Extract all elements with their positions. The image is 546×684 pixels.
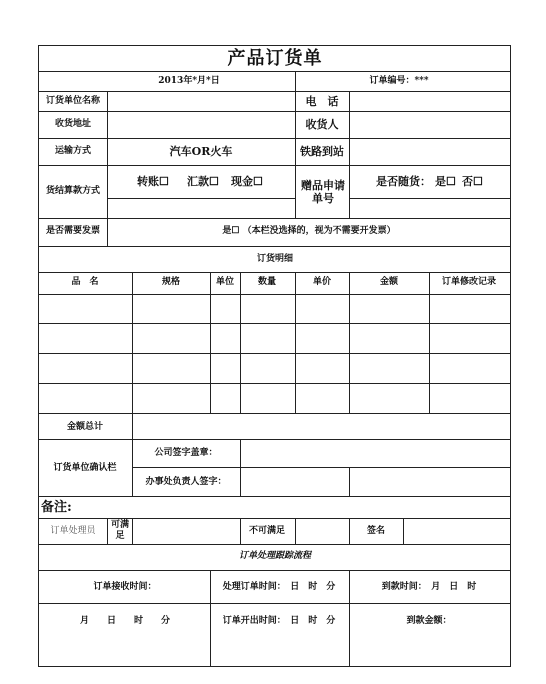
rail-station-label: 铁路到站 [300,145,344,158]
column-unit-price: 单价 [312,277,332,287]
payment-transfer-checkbox[interactable]: 转账☐ [137,175,169,188]
company-seal-label: 公司签字盖章： [154,448,218,458]
order-handler-label: 订单处理员 [50,526,96,536]
col-divider [210,570,211,667]
column-revision-log: 订单修改记录 [441,277,497,287]
payment-method-label: 货结算款方式 [45,186,101,196]
gift-application-label: 赠品申请单号 [301,179,345,205]
customer-name-label: 订货单位名称 [45,96,101,106]
col-divider [295,91,296,218]
row-divider [39,91,510,92]
payment-remit-checkbox[interactable]: 汇款☐ [187,175,219,188]
payment-cash-checkbox[interactable]: 现金☐ [231,175,263,188]
invoice-label: 是否需要发票 [45,226,101,236]
column-amount: 金额 [379,277,399,287]
row-divider [39,518,510,519]
row-divider [39,138,510,139]
col-divider [210,272,211,413]
transport-label: 运输方式 [54,146,92,156]
row-divider [39,71,510,72]
remarks-label: 备注: [41,500,72,515]
col-divider [107,518,108,544]
col-divider [349,272,350,413]
row-divider [39,383,510,384]
phone-label: 电 话 [305,95,339,108]
row-divider [39,496,510,497]
tracking-flow-heading: 订单处理跟踪流程 [238,551,312,561]
total-amount-label: 金额总计 [66,422,104,432]
col-divider [429,272,430,413]
row-divider [349,198,510,199]
row-divider [39,218,510,219]
col-divider [240,518,241,544]
order-received-time: 订单接收时间： [93,582,157,592]
column-product-name: 品 名 [71,277,99,287]
details-heading: 订货明细 [256,254,294,264]
cannot-meet-label: 不可满足 [248,526,286,536]
row-divider [39,323,510,324]
customer-confirm-label: 订货单位确认栏 [53,463,117,473]
col-divider [349,570,350,667]
row-divider [39,353,510,354]
payment-amount: 到款金额： [406,616,452,626]
col-divider [403,518,404,544]
order-process-time: 处理订单时间： 日 时 分 [222,582,336,592]
invoice-checkbox[interactable]: 是☐ （本栏没选择的，视为不需要开发票） [222,226,396,236]
col-divider [132,413,133,496]
transport-value: 汽车OR火车 [169,145,233,158]
col-divider [349,467,350,496]
row-divider [39,439,510,440]
col-divider [295,71,296,91]
row-divider [107,198,295,199]
row-divider [39,603,510,604]
col-divider [107,218,108,246]
receiver-label: 收货人 [305,118,339,131]
order-number: 订单编号：*** [369,76,429,86]
office-manager-sign-label: 办事处负责人签字： [145,477,227,487]
column-spec: 规格 [161,277,181,287]
can-meet-label: 可满足 [110,520,129,541]
col-divider [349,91,350,218]
row-divider [132,467,510,468]
with-goods-yes-checkbox[interactable]: 是☐ [435,175,456,188]
row-divider [39,570,510,571]
col-divider [295,272,296,413]
col-divider [132,518,133,544]
month-day-time: 月 日 时 分 [79,616,171,626]
payment-arrival-time: 到款时间： 月 日 时 [381,582,477,592]
row-divider [39,272,510,273]
order-date: 2013年*月*日 [158,76,220,86]
row-divider [39,544,510,545]
column-quantity: 数量 [257,277,277,287]
row-divider [39,165,510,166]
col-divider [295,518,296,544]
order-form-table [38,45,511,667]
col-divider [240,439,241,496]
row-divider [39,111,510,112]
address-label: 收货地址 [54,119,92,129]
row-divider [39,413,510,414]
order-issue-time: 订单开出时间： 日 时 分 [222,616,336,626]
signature-label: 签名 [366,526,386,536]
form-title: 产品订货单 [227,48,323,69]
with-goods-no-checkbox[interactable]: 否☐ [462,175,483,188]
with-goods-label: 是否随货： [376,175,431,188]
column-unit: 单位 [215,277,235,287]
col-divider [240,272,241,413]
row-divider [39,246,510,247]
col-divider [349,518,350,544]
row-divider [39,294,510,295]
